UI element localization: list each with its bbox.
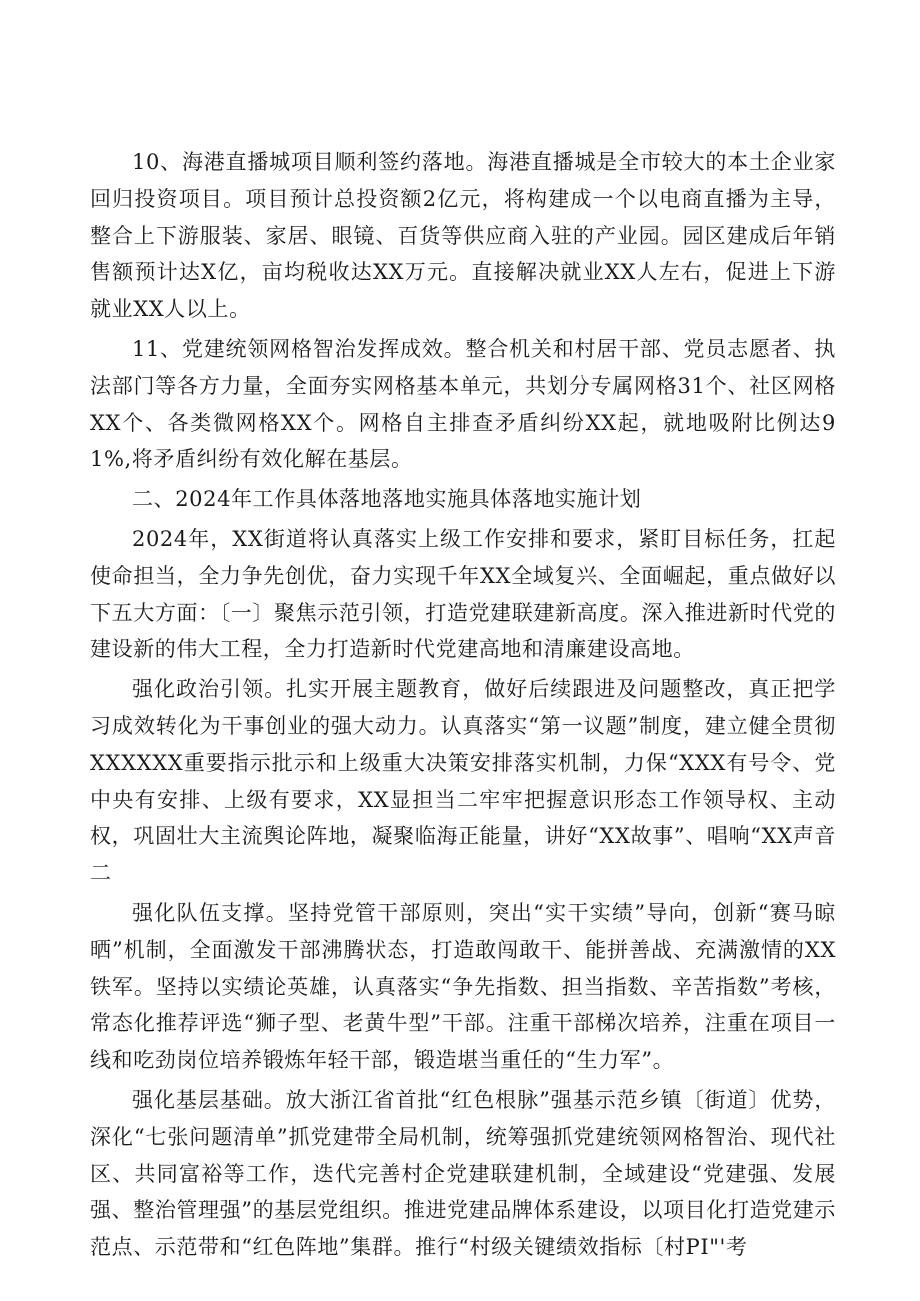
- paragraph-grid-governance: 11、党建统领网格智治发挥成效。整合机关和村居干部、党员志愿者、执法部门等各方力量，全面夯实网格基本单元，共划分专属网格31个、社区网格XX个、各类微网格XX个。网格自主排查矛盾纠纷XX起，就地吸附比例达91%,将矛盾纠纷有效化解在基层。: [90, 336, 836, 472]
- paragraph-team-support: 强化队伍支撑。坚持党管干部原则，突出“实干实绩”导向，创新“赛马晾晒”机制，全面激发干部沸腾状态，打造敢闯敢干、能拼善战、充满激情的XX铁军。坚持以实绩论英雄，认真落实“争先指数、担当指数、辛苦指数”考核，常态化推荐评选“狮子型、老黄牛型”干部。注重干部梯次培养，注重在项目一线和吃劲岗位培养锻炼年轻干部，锻造堪当重任的“生力军”。: [90, 900, 836, 1073]
- paragraph-2024-overview: 2024年，XX街道将认真落实上级工作安排和要求，紧盯目标任务，扛起使命担当，全力争先创优，奋力实现千年XX全域复兴、全面崛起，重点做好以下五大方面：〔一〕聚焦示范引领，打造党建联建新高度。深入推进新时代党的建设新的伟大工程，全力打造新时代党建高地和清廉建设高地。: [90, 526, 836, 662]
- paragraph-grassroots-foundation: 强化基层基础。放大浙江省首批“红色根脉”强基示范乡镇〔街道〕优势，深化“七张问题清单”抓党建带全局机制，统筹强抓党建统领网格智治、现代社区、共同富裕等工作，迭代完善村企党建联建机制，全域建设“党建强、发展强、整治管理强”的基层党组织。推进党建品牌体系建设，以项目化打造党建示范点、示范带和“红色阵地”集群。推行“村级关键绩效指标〔村PI"'考: [90, 1087, 836, 1260]
- document-body: [90, 144, 836, 1269]
- section-heading-2024-plan: 二、2024年工作具体落地落地实施具体落地实施计划: [132, 487, 642, 512]
- paragraph-haigang-livestream: 10、海港直播城项目顺利签约落地。海港直播城是全市较大的本土企业家回归投资项目。项目预计总投资额2亿元，将构建成一个以电商直播为主导，整合上下游服装、家居、眼镜、百货等供应商入驻的产业园。园区建成后年销售额预计达X亿，亩均税收达XX万元。直接解决就业XX人左右，促进上下游就业XX人以上。: [90, 150, 836, 322]
- paragraph-political-guidance: 强化政治引领。扎实开展主题教育，做好后续跟进及问题整改，真正把学习成效转化为干事创业的强大动力。认真落实“第一议题”制度，建立健全贯彻XXXXXX重要指示批示和上级重大决策安排落实机制，力保“XXX有号令、党中央有安排、上级有要求，XX显担当二牢牢把握意识形态工作领导权、主动权，巩固壮大主流舆论阵地，凝聚临海正能量，讲好“XX故事”、唱响“XX声音二: [90, 677, 836, 886]
